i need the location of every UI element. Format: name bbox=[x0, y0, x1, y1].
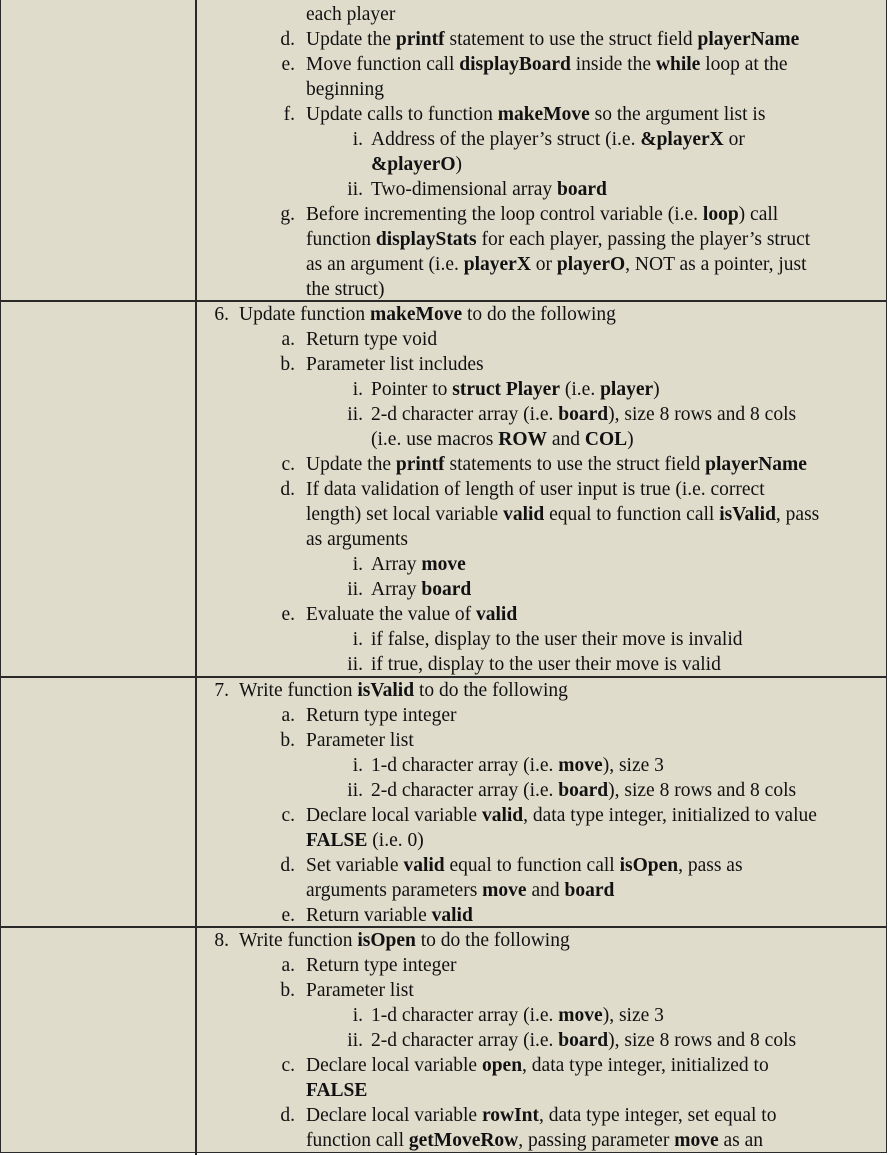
list-marker: a. bbox=[281, 955, 295, 976]
list-marker: e. bbox=[281, 604, 295, 625]
list-item-text: Write function isValid to do the following bbox=[239, 680, 568, 701]
list-item-text: Set variable valid equal to function call isOpen, pass as bbox=[306, 855, 743, 876]
list-item-text: Write function isOpen to do the following bbox=[239, 930, 570, 951]
list-item-text: Parameter list bbox=[306, 730, 414, 751]
instruction-cell bbox=[199, 302, 886, 678]
instruction-cell bbox=[199, 0, 886, 300]
table-row bbox=[1, 0, 886, 300]
list-item-text: Declare local variable open, data type integer, initialized to bbox=[306, 1055, 769, 1076]
list-item-text: (i.e. use macros ROW and COL) bbox=[371, 429, 634, 450]
list-marker: b. bbox=[280, 980, 295, 1001]
list-item-text: Declare local variable rowInt, data type integer, set equal to bbox=[306, 1105, 777, 1126]
list-marker: e. bbox=[281, 54, 295, 75]
list-item-text: FALSE (i.e. 0) bbox=[306, 830, 424, 851]
list-marker: c. bbox=[281, 1055, 295, 1076]
list-item-text: Pointer to struct Player (i.e. player) bbox=[371, 379, 660, 400]
list-marker: i. bbox=[352, 379, 363, 400]
list-item-text: FALSE bbox=[306, 1080, 368, 1101]
list-item-text: Update calls to function makeMove so the argument list is bbox=[306, 104, 766, 125]
list-item-text: as arguments bbox=[306, 529, 408, 550]
left-empty-cell bbox=[1, 0, 197, 300]
list-marker: i. bbox=[352, 554, 363, 575]
instruction-cell bbox=[199, 678, 886, 928]
list-marker: g. bbox=[280, 204, 295, 225]
list-item-text: Parameter list bbox=[306, 980, 414, 1001]
list-marker: b. bbox=[280, 730, 295, 751]
list-item-text: Array move bbox=[371, 554, 466, 575]
list-marker: a. bbox=[281, 329, 295, 350]
list-marker: ii. bbox=[347, 654, 363, 675]
list-item-text: as an argument (i.e. playerX or playerO, NOT as a pointer, just bbox=[306, 254, 807, 275]
left-empty-cell bbox=[1, 302, 197, 678]
list-item-text: Return variable valid bbox=[306, 905, 473, 926]
table-row bbox=[1, 676, 886, 928]
list-item-text: Return type integer bbox=[306, 955, 457, 976]
list-item-text: Update function makeMove to do the following bbox=[239, 304, 616, 325]
list-item-text: if true, display to the user their move is valid bbox=[371, 654, 721, 675]
list-item-text: Before incrementing the loop control variable (i.e. loop) call bbox=[306, 204, 779, 225]
list-marker: 6. bbox=[214, 304, 229, 325]
list-item-text: &playerO) bbox=[371, 154, 462, 175]
list-item-text: function call getMoveRow, passing parameter move as an bbox=[306, 1130, 764, 1151]
left-empty-cell bbox=[1, 928, 197, 1155]
list-marker: ii. bbox=[347, 404, 363, 425]
instruction-cell bbox=[199, 928, 886, 1155]
list-item-text: 2-d character array (i.e. board), size 8 rows and 8 cols bbox=[371, 404, 797, 425]
list-marker: c. bbox=[281, 454, 295, 475]
list-marker: ii. bbox=[347, 579, 363, 600]
list-marker: ii. bbox=[347, 1030, 363, 1051]
list-marker: 7. bbox=[214, 680, 229, 701]
list-marker: f. bbox=[283, 104, 295, 125]
list-marker: e. bbox=[281, 905, 295, 926]
list-item-text: arguments parameters move and board bbox=[306, 880, 615, 901]
list-item-text: Update the printf statement to use the struct field playerName bbox=[306, 29, 800, 50]
list-marker: d. bbox=[280, 855, 295, 876]
list-item-text: Move function call displayBoard inside the while loop at the bbox=[306, 54, 788, 75]
list-item-text: Two-dimensional array board bbox=[371, 179, 607, 200]
list-marker: b. bbox=[280, 354, 295, 375]
left-empty-cell bbox=[1, 678, 197, 928]
list-marker: d. bbox=[280, 479, 295, 500]
table-row bbox=[1, 926, 886, 1155]
list-item-text: Evaluate the value of valid bbox=[306, 604, 518, 625]
list-item-text: 1-d character array (i.e. move), size 3 bbox=[371, 755, 664, 776]
list-item-text: beginning bbox=[306, 79, 384, 100]
list-item-text: Array board bbox=[371, 579, 472, 600]
list-marker: ii. bbox=[347, 179, 363, 200]
list-item-text: if false, display to the user their move is invalid bbox=[371, 629, 743, 650]
list-marker: 8. bbox=[214, 930, 229, 951]
list-item-text: Return type void bbox=[306, 329, 438, 350]
list-marker: a. bbox=[281, 705, 295, 726]
list-item-text: Update the printf statements to use the struct field playerName bbox=[306, 454, 807, 475]
list-marker: i. bbox=[352, 755, 363, 776]
list-marker: d. bbox=[280, 1105, 295, 1126]
list-marker: d. bbox=[280, 29, 295, 50]
list-item-text: length) set local variable valid equal to function call isValid, pass bbox=[306, 504, 820, 525]
list-item-text: 2-d character array (i.e. board), size 8 rows and 8 cols bbox=[371, 780, 797, 801]
list-item-text: 1-d character array (i.e. move), size 3 bbox=[371, 1005, 664, 1026]
table-row bbox=[1, 300, 886, 678]
list-item-text: each player bbox=[306, 4, 396, 25]
list-item-text: function displayStats for each player, passing the player’s struct bbox=[306, 229, 811, 250]
list-item-text: Parameter list includes bbox=[306, 354, 484, 375]
list-marker: i. bbox=[352, 1005, 363, 1026]
list-marker: i. bbox=[352, 629, 363, 650]
list-item-text: the struct) bbox=[306, 279, 385, 300]
list-marker: c. bbox=[281, 805, 295, 826]
list-item-text: If data validation of length of user input is true (i.e. correct bbox=[306, 479, 765, 500]
list-marker: ii. bbox=[347, 780, 363, 801]
list-marker: i. bbox=[352, 129, 363, 150]
list-item-text: Address of the player’s struct (i.e. &playerX or bbox=[371, 129, 745, 150]
list-item-text: Return type integer bbox=[306, 705, 457, 726]
list-item-text: 2-d character array (i.e. board), size 8 rows and 8 cols bbox=[371, 1030, 797, 1051]
list-item-text: Declare local variable valid, data type integer, initialized to value bbox=[306, 805, 817, 826]
